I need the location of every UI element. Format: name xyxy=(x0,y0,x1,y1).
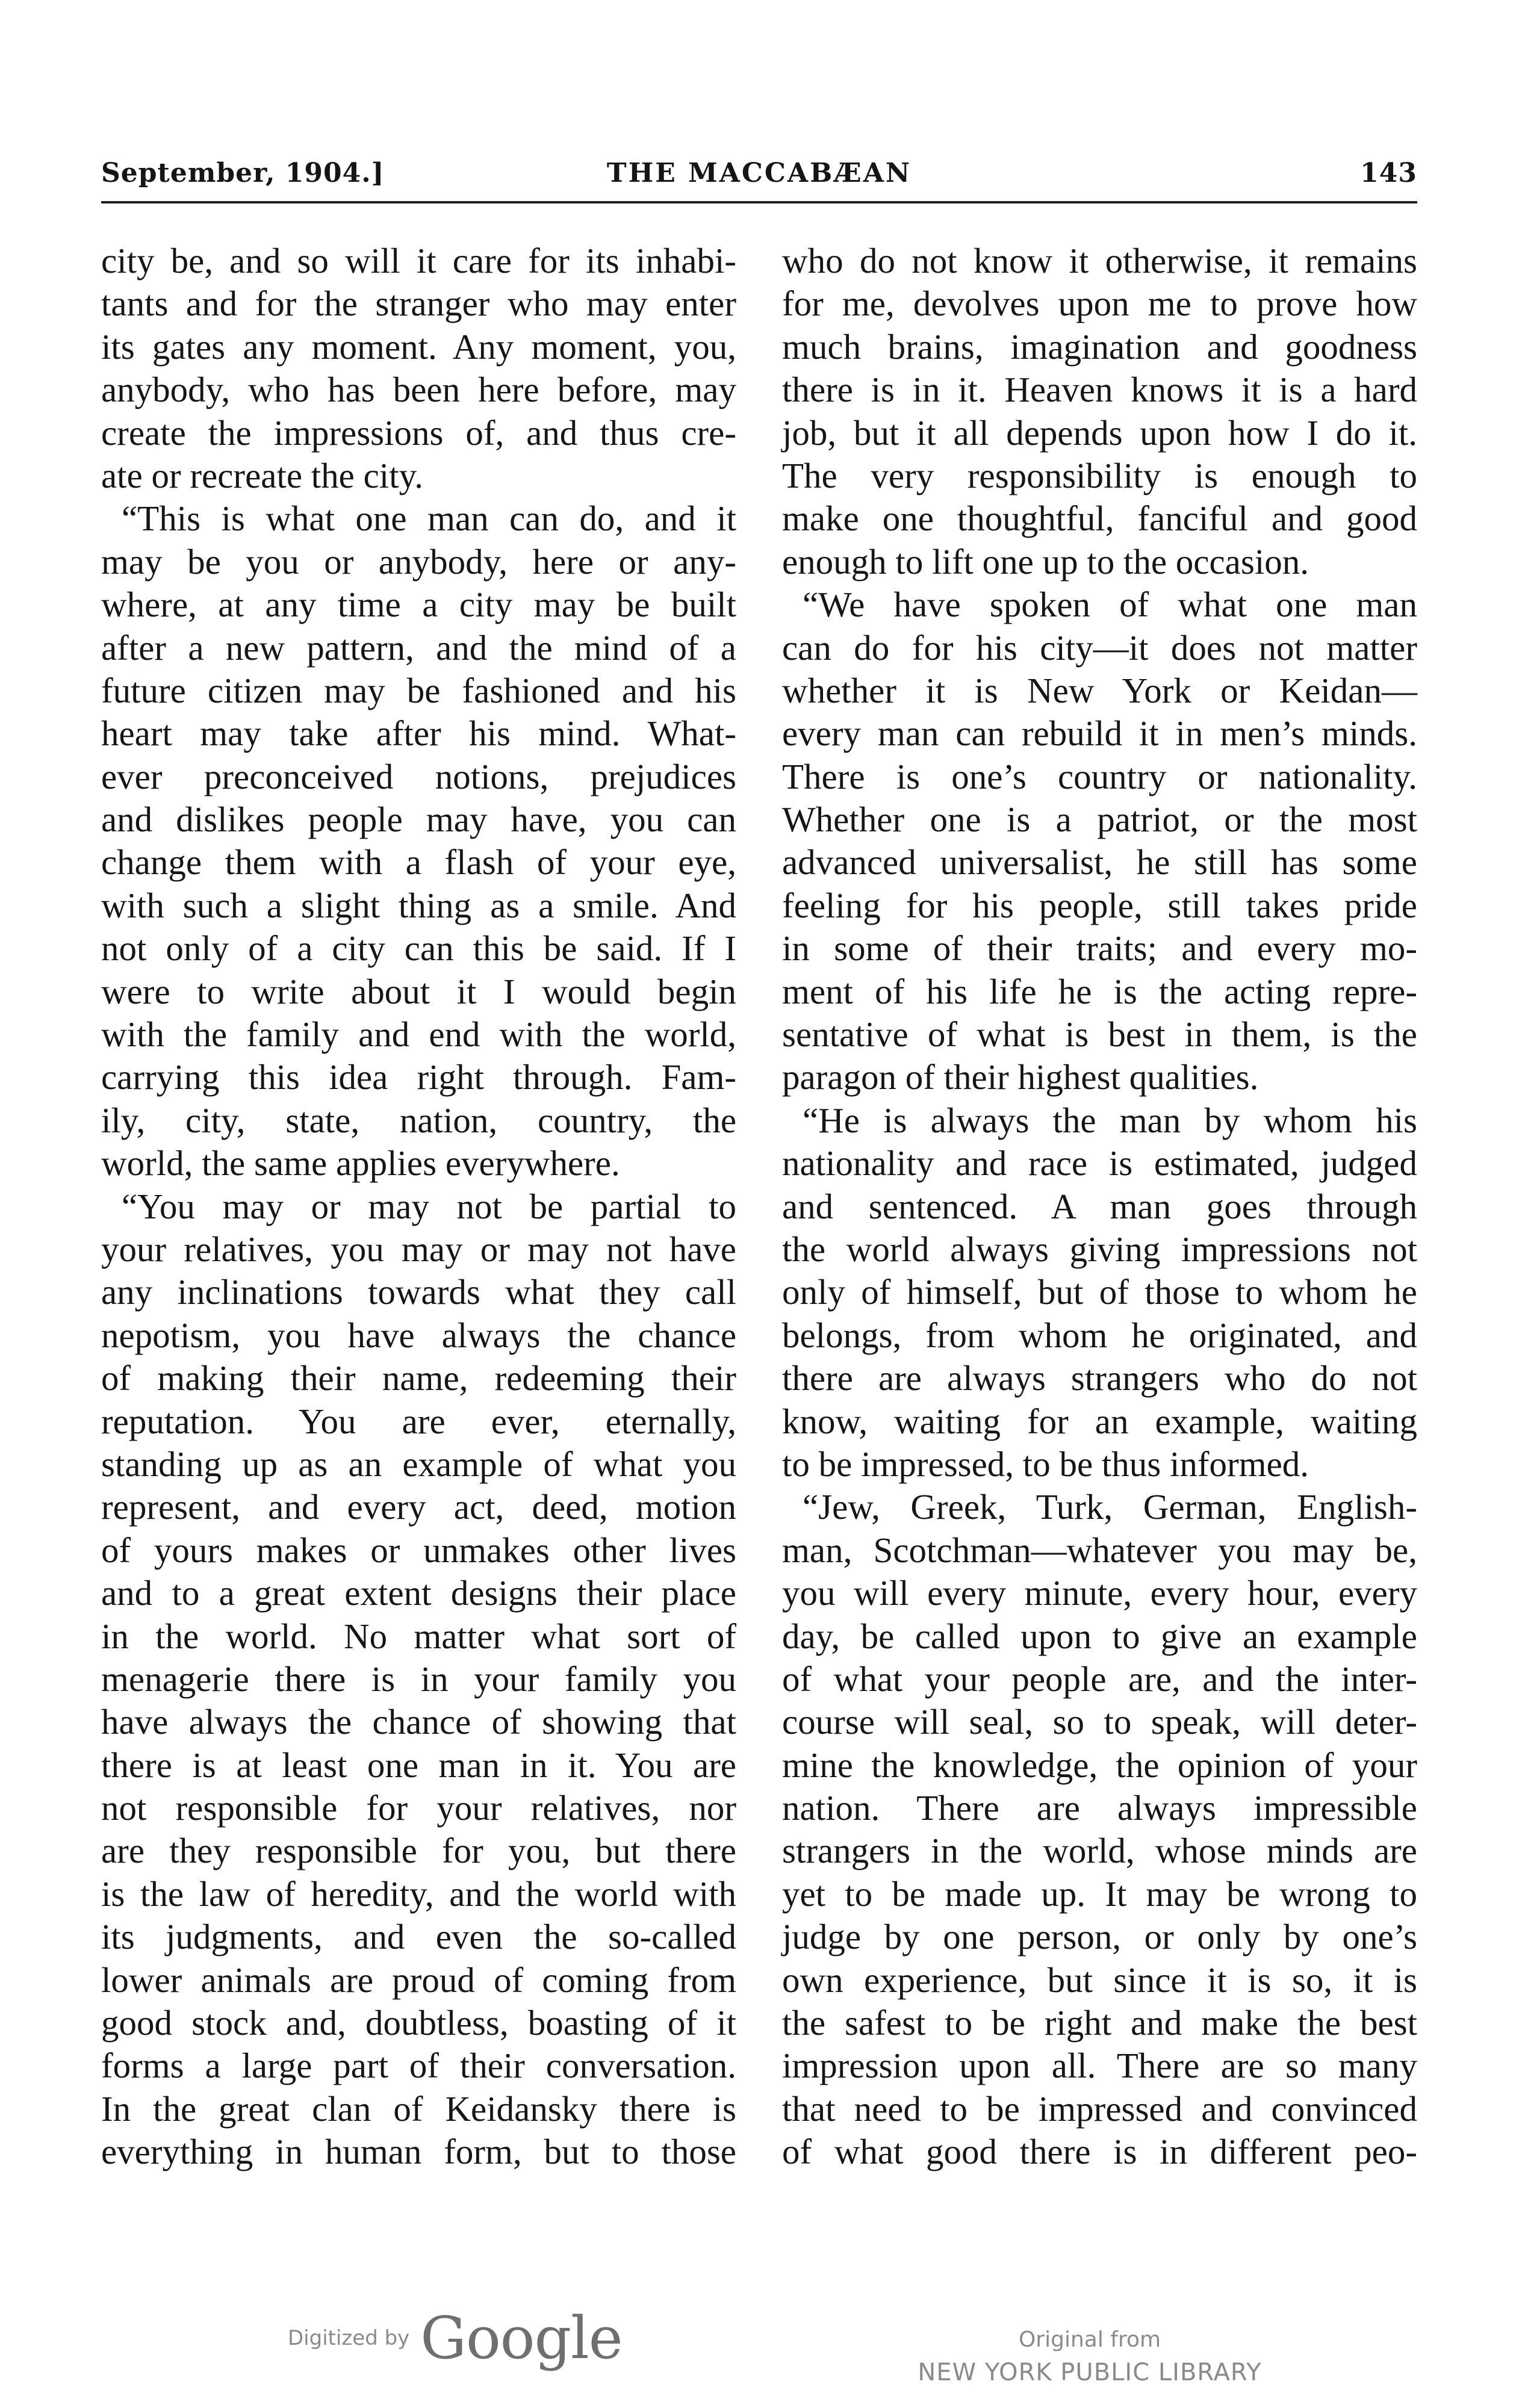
text-line: its gates any moment. Any moment, you, xyxy=(101,326,736,367)
text-line: everything in human form, but to those xyxy=(101,2132,736,2172)
text-line: Whether one is a patriot, or the most xyxy=(782,799,1417,840)
text-line: nationality and race is estimated, judged xyxy=(782,1143,1417,1184)
text-line: yet to be made up. It may be wrong to xyxy=(782,1873,1417,1914)
text-line: have always the chance of showing that xyxy=(101,1702,736,1742)
text-line: with the family and end with the world, xyxy=(101,1014,736,1055)
text-line: “He is always the man by whom his xyxy=(803,1100,1417,1140)
text-line: menagerie there is in your family you xyxy=(101,1659,736,1699)
page-number: 143 xyxy=(1360,158,1417,188)
text-line: “Jew, Greek, Turk, German, English- xyxy=(803,1487,1417,1527)
text-line: nation. There are always impressible xyxy=(782,1788,1417,1828)
text-line: of what good there is in different peo- xyxy=(782,2132,1417,2172)
right-text-column xyxy=(782,240,1417,2174)
text-line: and to a great extent designs their place xyxy=(101,1573,736,1613)
text-line: not responsible for your relatives, nor xyxy=(101,1788,736,1828)
text-line: you will every minute, every hour, every xyxy=(782,1573,1417,1613)
text-line: lower animals are proud of coming from xyxy=(101,1960,736,2000)
text-line: and sentenced. A man goes through xyxy=(782,1186,1417,1226)
text-line: not only of a city can this be said. If I xyxy=(101,928,736,969)
text-line: change them with a flash of your eye, xyxy=(101,842,736,883)
digitized-label: Digitized by xyxy=(288,2326,410,2350)
text-line: much brains, imagination and goodness xyxy=(782,326,1417,367)
text-line: of making their name, redeeming their xyxy=(101,1358,736,1398)
original-source-watermark xyxy=(861,2325,1318,2390)
text-line: course will seal, so to speak, will deter- xyxy=(782,1702,1417,1742)
text-line: heart may take after his mind. What- xyxy=(101,713,736,754)
digitized-by-watermark xyxy=(288,2304,623,2383)
text-line: is the law of heredity, and the world with xyxy=(101,1873,736,1914)
text-line: your relatives, you may or may not have xyxy=(101,1229,736,1269)
original-label: Original from xyxy=(1018,2327,1161,2352)
text-line: ily, city, state, nation, country, the xyxy=(101,1100,736,1140)
text-line: for me, devolves upon me to prove how xyxy=(782,284,1417,324)
text-line: ate or recreate the city. xyxy=(101,455,424,495)
text-line: whether it is New York or Keidan— xyxy=(782,670,1417,710)
text-line: carrying this idea right through. Fam- xyxy=(101,1057,736,1097)
text-line: any inclinations towards what they call xyxy=(101,1272,736,1312)
text-line: create the impressions of, and thus cre- xyxy=(101,412,736,453)
text-line: to be impressed, to be thus informed. xyxy=(782,1444,1309,1484)
text-line: after a new pattern, and the mind of a xyxy=(101,627,736,668)
text-line: “This is what one man can do, and it xyxy=(122,498,736,539)
text-line: forms a large part of their conversation. xyxy=(101,2046,736,2086)
text-line: sentative of what is best in them, is the xyxy=(782,1014,1417,1055)
journal-title: THE MACCABÆAN xyxy=(606,158,912,188)
text-line: tants and for the stranger who may enter xyxy=(101,284,736,324)
text-line: feeling for his people, still takes pride xyxy=(782,885,1417,925)
text-line: there is at least one man in it. You are xyxy=(101,1745,736,1785)
text-line: paragon of their highest qualities. xyxy=(782,1057,1259,1097)
text-line: world, the same applies everywhere. xyxy=(101,1143,620,1184)
text-line: know, waiting for an example, waiting xyxy=(782,1401,1417,1441)
text-line: good stock and, doubtless, boasting of it xyxy=(101,2003,736,2043)
library-name: NEW YORK PUBLIC LIBRARY xyxy=(918,2359,1262,2386)
text-line: strangers in the world, whose minds are xyxy=(782,1831,1417,1871)
text-line: day, be called upon to give an example xyxy=(782,1616,1417,1656)
text-line: The very responsibility is enough to xyxy=(782,455,1417,495)
text-line: only of himself, but of those to whom he xyxy=(782,1272,1417,1312)
text-line: its judgments, and even the so-called xyxy=(101,1917,736,1957)
text-line: “You may or may not be partial to xyxy=(122,1186,736,1226)
text-line: and dislikes people may have, you can xyxy=(101,799,736,840)
text-line: In the great clan of Keidansky there is xyxy=(101,2088,736,2129)
text-line: that need to be impressed and convinced xyxy=(782,2088,1417,2129)
text-line: were to write about it I would begin xyxy=(101,971,736,1011)
text-line: ment of his life he is the acting repre- xyxy=(782,971,1417,1011)
text-line: nepotism, you have always the chance xyxy=(101,1315,736,1355)
running-header xyxy=(101,158,1417,200)
text-line: there is in it. Heaven knows it is a hard xyxy=(782,370,1417,410)
text-line: make one thoughtful, fanciful and good xyxy=(782,498,1417,539)
text-line: with such a slight thing as a smile. And xyxy=(101,885,736,925)
left-text-column xyxy=(101,240,736,2174)
text-line: man, Scotchman—whatever you may be, xyxy=(782,1530,1417,1570)
text-line: future citizen may be fashioned and his xyxy=(101,670,736,710)
text-line: of yours makes or unmakes other lives xyxy=(101,1530,736,1570)
text-line: “We have spoken of what one man xyxy=(803,585,1417,625)
text-line: reputation. You are ever, eternally, xyxy=(101,1401,736,1441)
text-line: may be you or anybody, here or any- xyxy=(101,541,736,582)
text-line: who do not know it otherwise, it remains xyxy=(782,241,1417,281)
text-line: the safest to be right and make the best xyxy=(782,2003,1417,2043)
text-line: advanced universalist, he still has some xyxy=(782,842,1417,883)
text-line: anybody, who has been here before, may xyxy=(101,370,736,410)
text-line: are they responsible for you, but there xyxy=(101,1831,736,1871)
text-line: judge by one person, or only by one’s xyxy=(782,1917,1417,1957)
text-line: belongs, from whom he originated, and xyxy=(782,1315,1417,1355)
text-line: ever preconceived notions, prejudices xyxy=(101,756,736,796)
text-line: mine the knowledge, the opinion of your xyxy=(782,1745,1417,1785)
text-line: in the world. No matter what sort of xyxy=(101,1616,736,1656)
text-line: There is one’s country or nationality. xyxy=(782,756,1417,796)
text-line: own experience, but since it is so, it is xyxy=(782,1960,1417,2000)
text-line: enough to lift one up to the occasion. xyxy=(782,541,1309,582)
header-rule xyxy=(101,201,1417,203)
text-line: the world always giving impressions not xyxy=(782,1229,1417,1269)
text-line: city be, and so will it care for its inhabi- xyxy=(101,241,736,281)
google-logo: Google xyxy=(420,2304,623,2372)
header-date: September, 1904.] xyxy=(101,158,385,188)
text-line: represent, and every act, deed, motion xyxy=(101,1487,736,1527)
text-line: of what your people are, and the inter- xyxy=(782,1659,1417,1699)
text-line: where, at any time a city may be built xyxy=(101,585,736,625)
text-line: job, but it all depends upon how I do it. xyxy=(782,412,1417,453)
text-line: can do for his city—it does not matter xyxy=(782,627,1417,668)
text-line: in some of their traits; and every mo- xyxy=(782,928,1417,969)
text-line: every man can rebuild it in men’s minds. xyxy=(782,713,1417,754)
text-line: impression upon all. There are so many xyxy=(782,2046,1417,2086)
text-line: there are always strangers who do not xyxy=(782,1358,1417,1398)
text-line: standing up as an example of what you xyxy=(101,1444,736,1484)
